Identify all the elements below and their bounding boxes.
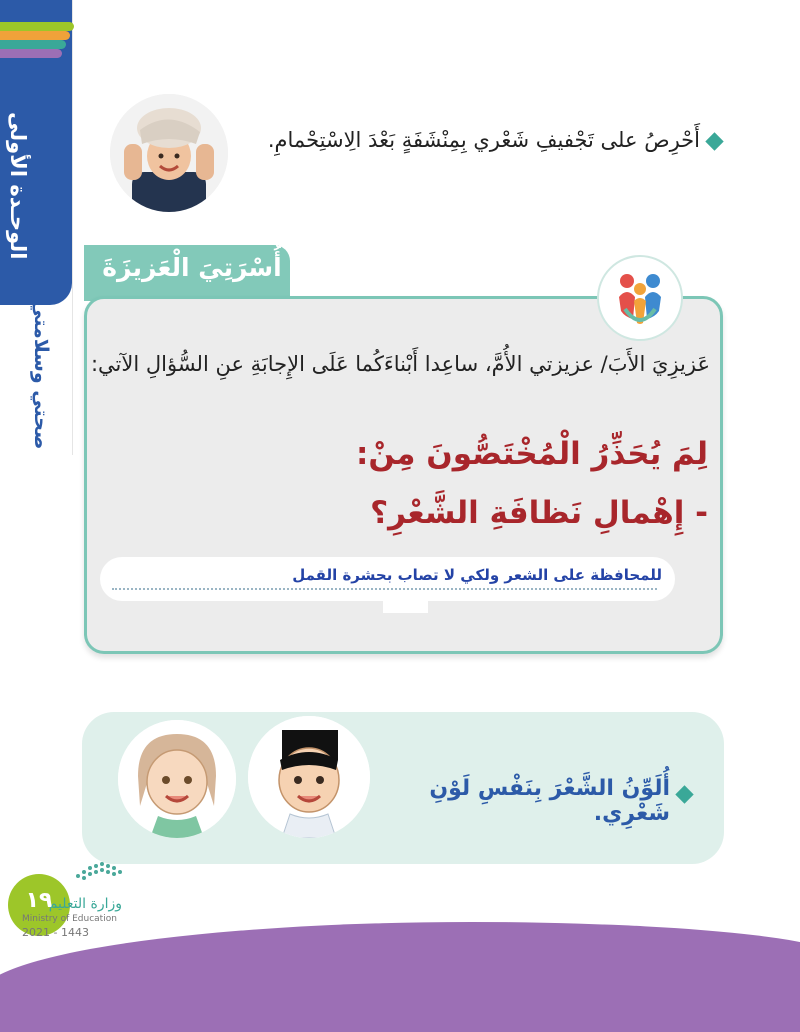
color-stripe — [0, 22, 74, 31]
family-tab — [84, 245, 290, 301]
answer-dotted-line — [112, 588, 657, 590]
family-icon — [597, 255, 683, 341]
color-stripe — [0, 49, 62, 58]
ministry-logo — [70, 848, 130, 884]
tip-text-2: أُلَوِّنُ الشَّعْرَ بِنَفْسِ لَوْنِ شَعْرِي. — [429, 776, 670, 826]
tip-text: أَحْرِصُ على تَجْفيفِ شَعْري بِمِنْشَفَةٍ بَعْدَ الِاسْتِحْمامِ. — [267, 128, 700, 152]
page-number: ١٩ — [25, 888, 53, 913]
girl-character — [118, 720, 236, 838]
answer-text[interactable]: للمحافظة على الشعر ولكي لا تصاب بحشرة القمل — [292, 566, 662, 584]
subject-title: صحتي وسلامتي — [30, 300, 52, 450]
ministry-name: وزارة التعليم — [48, 896, 122, 912]
color-stripe — [0, 31, 70, 40]
bullet-icon — [705, 132, 723, 150]
ministry-name-en: Ministry of Education — [22, 914, 117, 924]
question-line-2: - إِهْمالِ نَظافَةِ الشَّعْرِ؟ — [370, 495, 708, 531]
boy-character — [248, 716, 370, 838]
question-line-1: لِمَ يُحَذِّرُ الْمُخْتَصُّونَ مِنْ: — [355, 436, 708, 472]
edition-year: 2021 - 1443 — [22, 926, 89, 939]
family-instruction: عَزيزِيَ الأَبَ/ عزيزتي الأُمَّ، ساعِدا أَبْناءَكُما عَلَى الإِجابَةِ عنِ السُّؤالِ الآتي: — [90, 352, 710, 376]
answer-notch — [383, 600, 428, 613]
unit-title: الوحـدة الأولى — [6, 112, 30, 260]
color-stripe — [0, 40, 66, 49]
family-tab-title: أُسْرَتِيَ الْعَزيزَةَ — [102, 253, 282, 282]
towel-photo — [110, 94, 228, 212]
